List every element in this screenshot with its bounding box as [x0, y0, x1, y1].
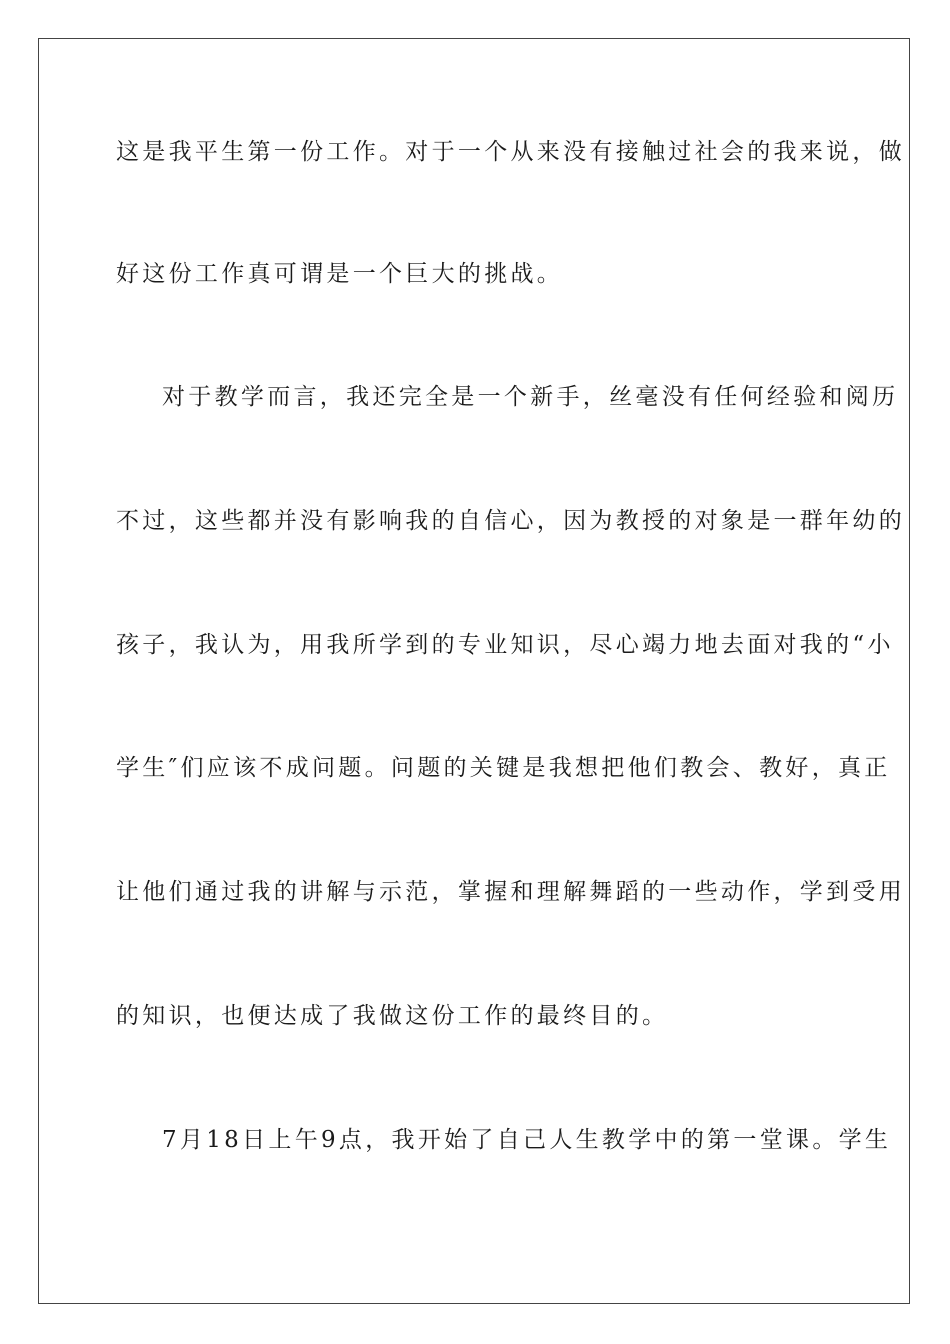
text-line-8: 的知识，也便达成了我做这份工作的最终目的。: [116, 1003, 669, 1029]
text-line-2: 好这份工作真可谓是一个巨大的挑战。: [116, 261, 564, 287]
text-line-5: 孩子，我认为，用我所学到的专业知识，尽心竭力地去面对我的“小: [116, 632, 894, 658]
text-line-7: 让他们通过我的讲解与示范，掌握和理解舞蹈的一些动作，学到受用: [116, 879, 905, 905]
text-line-4: 不过，这些都并没有影响我的自信心，因为教授的对象是一群年幼的: [116, 508, 905, 534]
page-border: [38, 38, 910, 1304]
text-line-6: 学生″们应该不成问题。问题的关键是我想把他们教会、教好，真正: [116, 755, 891, 781]
text-line-1: 这是我平生第一份工作。对于一个从来没有接触过社会的我来说，做: [116, 139, 905, 165]
text-line-9: 7月18日上午9点，我开始了自己人生教学中的第一堂课。学生: [162, 1127, 892, 1153]
text-line-3: 对于教学而言，我还完全是一个新手，丝毫没有任何经验和阅历: [162, 384, 899, 410]
